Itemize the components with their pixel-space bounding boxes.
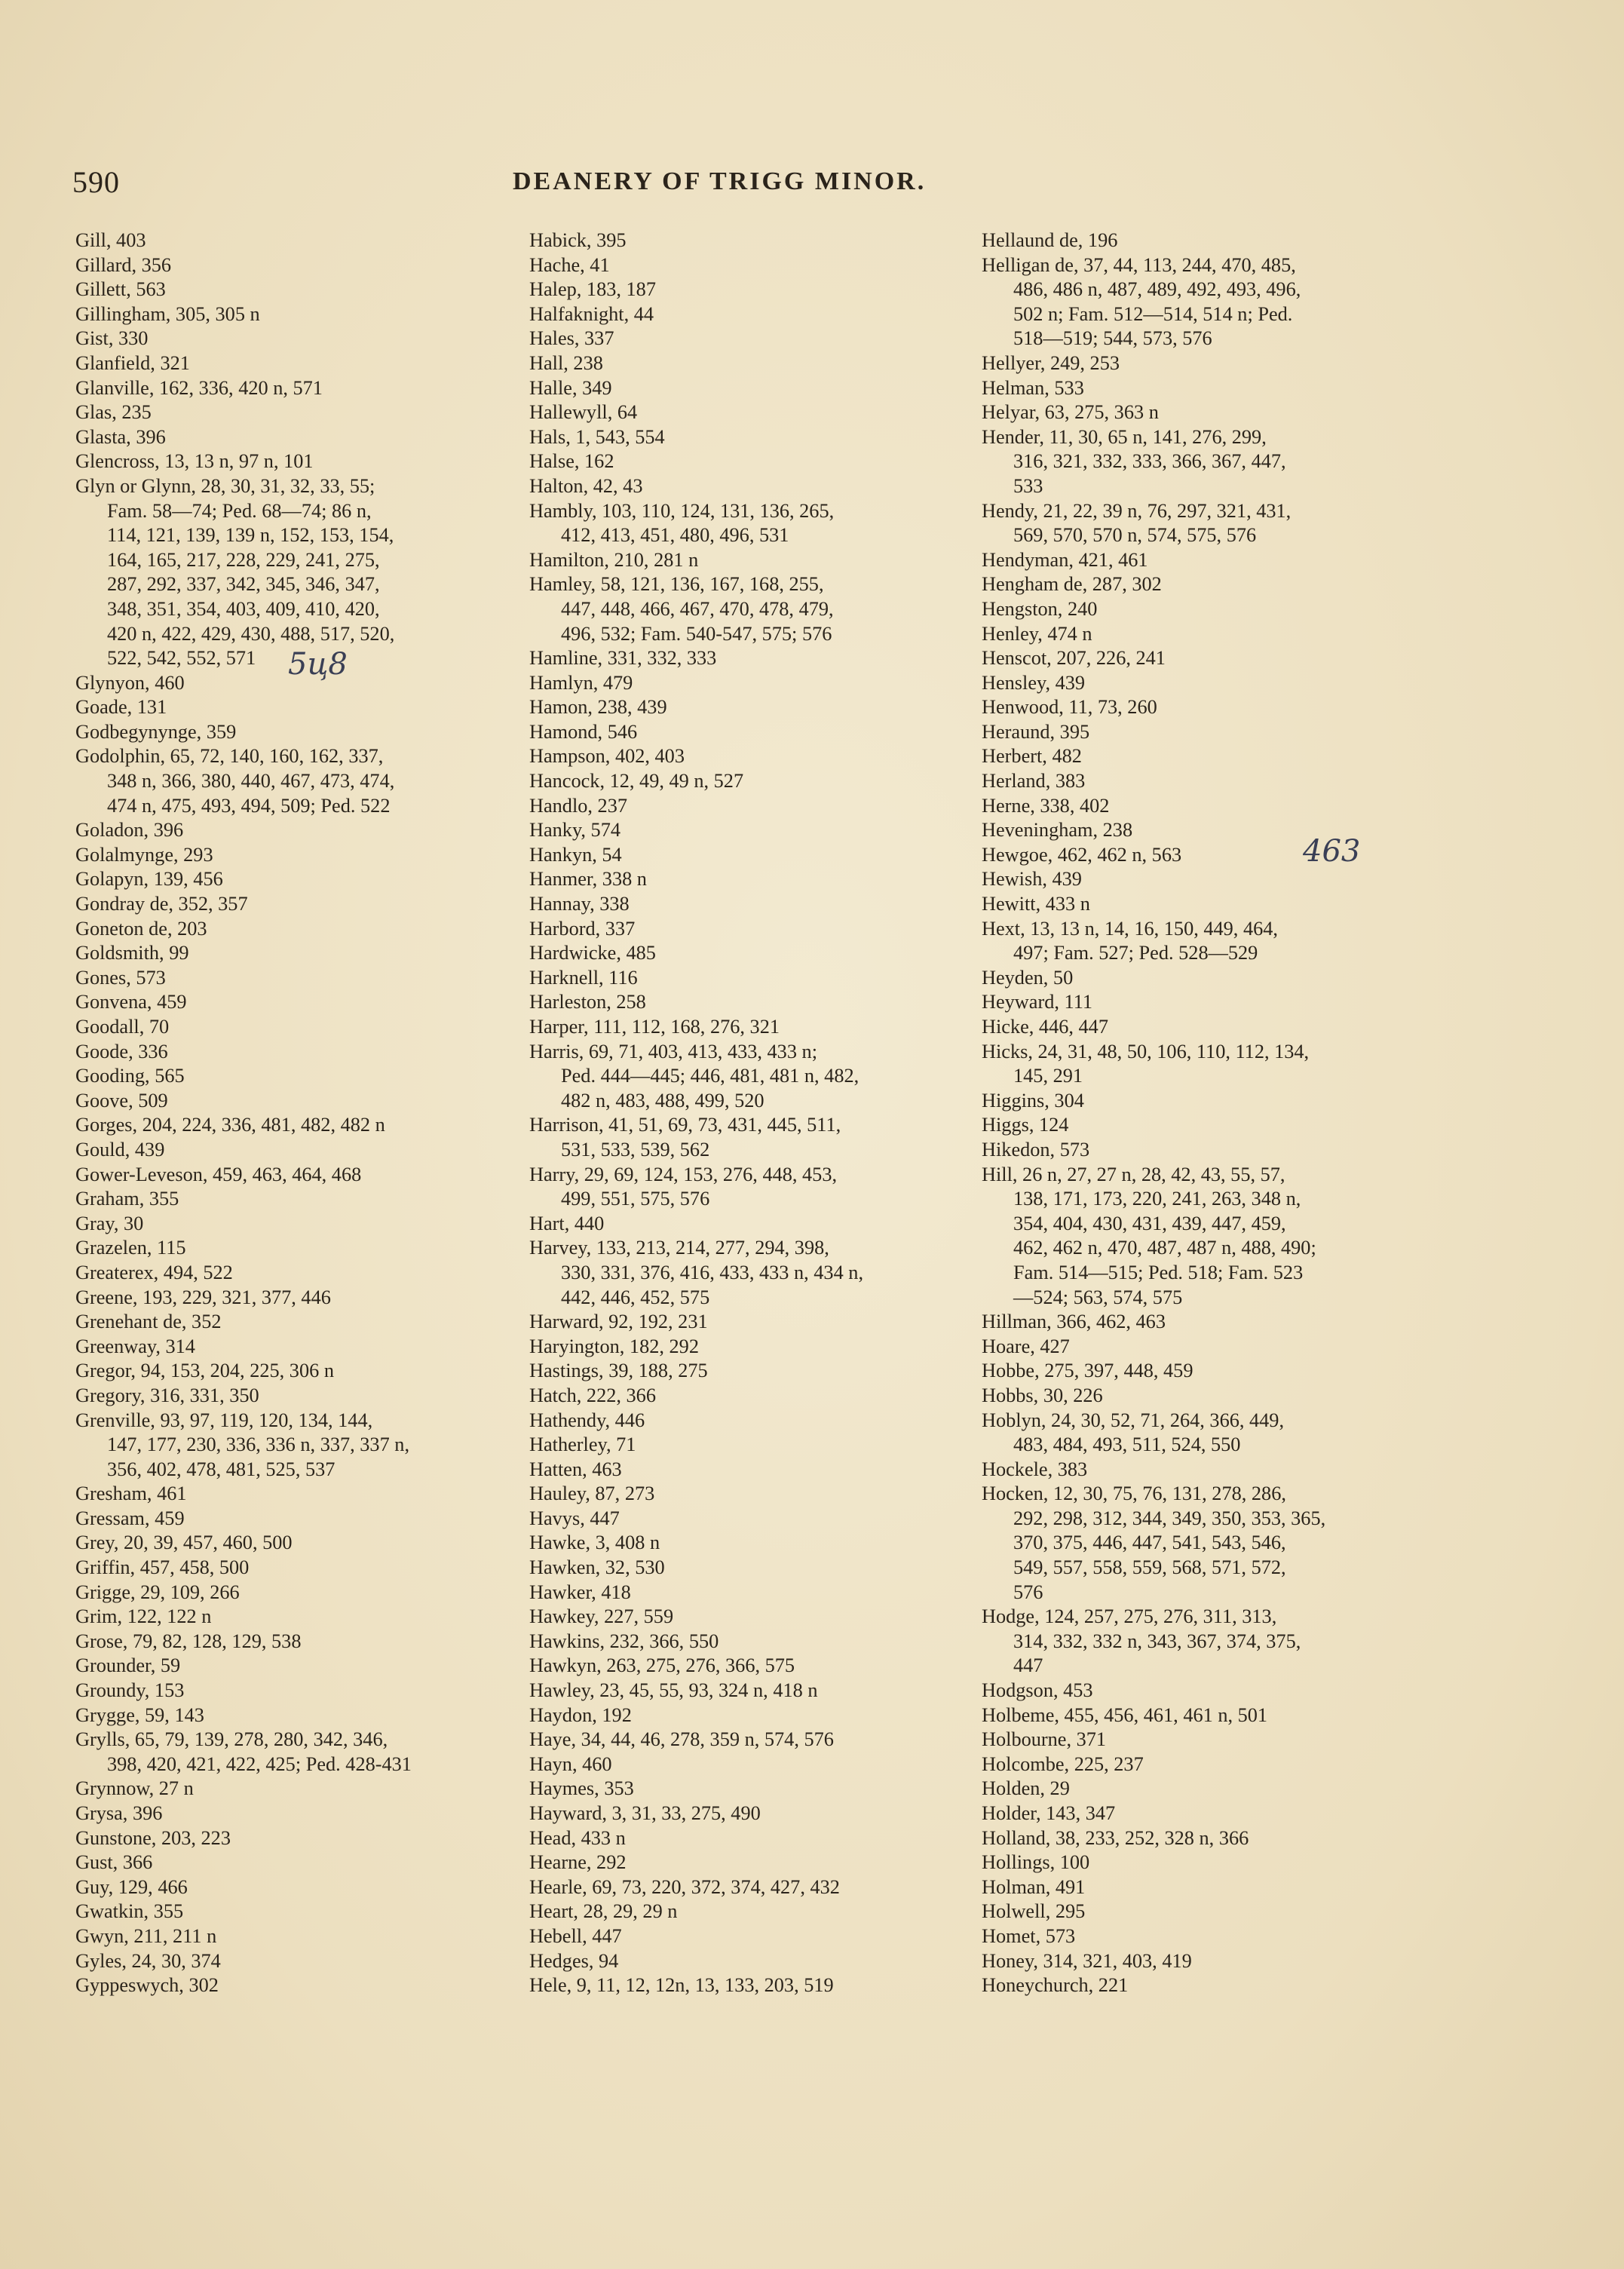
index-entry: Herland, 383 (982, 770, 1086, 793)
index-entry: Gorges, 204, 224, 336, 481, 482, 482 n (75, 1114, 385, 1136)
index-entry-continuation: 287, 292, 337, 342, 345, 346, 347, (107, 573, 380, 596)
index-entry: Hambly, 103, 110, 124, 131, 136, 265, (529, 499, 835, 522)
index-entry: Hanmer, 338 n (529, 868, 647, 891)
index-entry: Gillingham, 305, 305 n (75, 302, 260, 325)
index-entry: Handlo, 237 (529, 794, 628, 817)
index-entry: Gresham, 461 (75, 1483, 187, 1505)
index-entry: Hext, 13, 13 n, 14, 16, 150, 449, 464, (982, 917, 1278, 940)
index-entry: Godbegynynge, 359 (75, 720, 237, 743)
index-entry-continuation: 348, 351, 354, 403, 409, 410, 420, (107, 597, 380, 620)
index-entry-continuation: 474 n, 475, 493, 494, 509; Ped. 522 (107, 794, 391, 817)
index-entry: Glencross, 13, 13 n, 97 n, 101 (75, 450, 314, 473)
index-entry: Holder, 143, 347 (982, 1802, 1116, 1824)
index-entry: Goade, 131 (75, 696, 167, 719)
index-entry: Hearne, 292 (529, 1851, 627, 1874)
index-entry-continuation: Fam. 58—74; Ped. 68—74; 86 n, (107, 499, 372, 522)
index-entry-continuation: 447, 448, 466, 467, 470, 478, 479, (561, 597, 834, 620)
index-column-3 (982, 228, 1408, 1998)
index-entry: Harvey, 133, 213, 214, 277, 294, 398, (529, 1237, 829, 1259)
index-entry: Hamon, 238, 439 (529, 696, 667, 719)
index-entry: Hocken, 12, 30, 75, 76, 131, 278, 286, (982, 1483, 1286, 1505)
index-entry: Heyward, 111 (982, 991, 1093, 1013)
index-entry: Harbord, 337 (529, 917, 636, 940)
index-entry: Grysa, 396 (75, 1802, 163, 1824)
index-entry-continuation: 314, 332, 332 n, 343, 367, 374, 375, (1013, 1630, 1301, 1652)
index-entry: Higgs, 124 (982, 1114, 1069, 1136)
index-entry: Hals, 1, 543, 554 (529, 425, 665, 448)
index-entry: Heart, 28, 29, 29 n (529, 1900, 678, 1923)
index-entry: Hodgson, 453 (982, 1679, 1093, 1702)
index-entry: Hoblyn, 24, 30, 52, 71, 264, 366, 449, (982, 1409, 1285, 1431)
index-entry: Hele, 9, 11, 12, 12n, 13, 133, 203, 519 (529, 1974, 834, 1997)
index-entry: Havys, 447 (529, 1507, 620, 1529)
page-number: 590 (72, 165, 120, 199)
index-entry: Head, 433 n (529, 1826, 626, 1849)
index-entry-continuation: 522, 542, 552, 571 (107, 647, 256, 670)
index-entry: Haye, 34, 44, 46, 278, 359 n, 574, 576 (529, 1728, 834, 1751)
index-entry: Henley, 474 n (982, 622, 1092, 645)
index-entry: Hedges, 94 (529, 1949, 619, 1972)
index-entry-continuation: Ped. 444—445; 446, 481, 481 n, 482, (561, 1065, 859, 1087)
index-entry: Golalmynge, 293 (75, 843, 213, 866)
index-entry-continuation: 502 n; Fam. 512—514, 514 n; Ped. (1013, 302, 1293, 325)
index-entry: Harry, 29, 69, 124, 153, 276, 448, 453, (529, 1163, 838, 1185)
index-entry: Grenville, 93, 97, 119, 120, 134, 144, (75, 1409, 373, 1431)
index-entry: Glasta, 396 (75, 425, 166, 448)
index-entry: Hoare, 427 (982, 1335, 1070, 1357)
index-entry: Henwood, 11, 73, 260 (982, 696, 1157, 719)
index-entry-continuation: Fam. 514—515; Ped. 518; Fam. 523 (1013, 1261, 1304, 1283)
index-entry: Harleston, 258 (529, 991, 646, 1013)
index-entry-continuation: —524; 563, 574, 575 (1013, 1286, 1183, 1308)
index-entry-continuation: 549, 557, 558, 559, 568, 571, 572, (1013, 1556, 1286, 1579)
index-entry: Helligan de, 37, 44, 113, 244, 470, 485, (982, 253, 1296, 276)
index-entry: Halle, 349 (529, 376, 612, 399)
index-entry: Hendy, 21, 22, 39 n, 76, 297, 321, 431, (982, 499, 1292, 522)
index-entry: Gray, 30 (75, 1212, 144, 1234)
index-entry-continuation: 420 n, 422, 429, 430, 488, 517, 520, (107, 622, 395, 645)
index-entry: Greene, 193, 229, 321, 377, 446 (75, 1286, 331, 1308)
index-entry-continuation: 138, 171, 173, 220, 241, 263, 348 n, (1013, 1188, 1301, 1210)
index-entry: Glyn or Glynn, 28, 30, 31, 32, 33, 55; (75, 474, 375, 497)
index-entry: Greaterex, 494, 522 (75, 1261, 233, 1283)
running-title: DEANERY OF TRIGG MINOR. (513, 167, 927, 195)
index-entry-continuation: 576 (1013, 1581, 1043, 1603)
index-entry: Gooding, 565 (75, 1065, 185, 1087)
index-entry: Hengham de, 287, 302 (982, 573, 1162, 596)
index-entry: Groundy, 153 (75, 1679, 185, 1702)
index-entry: Hathendy, 446 (529, 1409, 645, 1431)
index-entry: Gonvena, 459 (75, 991, 187, 1013)
index-column-2 (529, 228, 951, 1998)
index-entry: Hellaund de, 196 (982, 229, 1118, 251)
index-entry: Higgins, 304 (982, 1089, 1084, 1112)
index-entry-continuation: 356, 402, 478, 481, 525, 537 (107, 1458, 336, 1480)
index-entry: Goodall, 70 (75, 1016, 170, 1038)
index-entry: Hall, 238 (529, 351, 603, 374)
index-entry: Gillard, 356 (75, 253, 172, 276)
index-entry-continuation: 398, 420, 421, 422, 425; Ped. 428-431 (107, 1752, 412, 1775)
index-entry: Hardwicke, 485 (529, 942, 656, 964)
index-entry-continuation: 531, 533, 539, 562 (561, 1138, 710, 1161)
index-entry: Haryington, 182, 292 (529, 1335, 699, 1357)
index-entry: Heveningham, 238 (982, 819, 1133, 842)
index-entry: Holman, 491 (982, 1875, 1086, 1898)
index-entry: Grigge, 29, 109, 266 (75, 1581, 240, 1603)
index-entry: Glanville, 162, 336, 420 n, 571 (75, 376, 323, 399)
index-entry: Hockele, 383 (982, 1458, 1088, 1480)
index-entry: Hales, 337 (529, 327, 614, 350)
index-entry: Harper, 111, 112, 168, 276, 321 (529, 1016, 780, 1038)
index-entry: Holbourne, 371 (982, 1728, 1107, 1751)
index-entry: Haydon, 192 (529, 1703, 632, 1726)
index-entry: Holden, 29 (982, 1777, 1070, 1800)
index-entry: Hawken, 32, 530 (529, 1556, 665, 1579)
index-entry-continuation: 518—519; 544, 573, 576 (1013, 327, 1212, 350)
index-entry: Grose, 79, 82, 128, 129, 538 (75, 1630, 302, 1652)
index-entry: Golapyn, 139, 456 (75, 868, 223, 891)
index-entry: Hamlyn, 479 (529, 671, 633, 694)
index-entry: Griffin, 457, 458, 500 (75, 1556, 250, 1579)
index-entry: Habick, 395 (529, 229, 627, 251)
index-entry: Goove, 509 (75, 1089, 168, 1112)
index-entry: Gwyn, 211, 211 n (75, 1924, 217, 1947)
index-entry: Hauley, 87, 273 (529, 1483, 655, 1505)
index-entry-continuation: 114, 121, 139, 139 n, 152, 153, 154, (107, 524, 394, 547)
index-entry: Goladon, 396 (75, 819, 184, 842)
index-entry: Hawkyn, 263, 275, 276, 366, 575 (529, 1654, 795, 1677)
index-entry: Hallewyll, 64 (529, 401, 638, 424)
index-entry-continuation: 412, 413, 451, 480, 496, 531 (561, 524, 789, 547)
index-entry: Gower-Leveson, 459, 463, 464, 468 (75, 1163, 362, 1185)
index-entry: Hellyer, 249, 253 (982, 351, 1120, 374)
index-entry-continuation: 533 (1013, 474, 1043, 497)
index-entry: Gyles, 24, 30, 374 (75, 1949, 221, 1972)
index-entry-continuation: 496, 532; Fam. 540-547, 575; 576 (561, 622, 832, 645)
index-entry: Gregor, 94, 153, 204, 225, 306 n (75, 1360, 334, 1382)
index-entry: Goode, 336 (75, 1040, 168, 1062)
index-entry: Hensley, 439 (982, 671, 1086, 694)
index-entry: Hancock, 12, 49, 49 n, 527 (529, 770, 744, 793)
index-entry: Hewgoe, 462, 462 n, 563 (982, 843, 1182, 866)
index-entry: Gregory, 316, 331, 350 (75, 1384, 259, 1406)
index-entry: Harknell, 116 (529, 966, 638, 989)
index-entry: Hawkey, 227, 559 (529, 1605, 674, 1628)
index-entry-continuation: 164, 165, 217, 228, 229, 241, 275, (107, 548, 380, 571)
index-entry: Hanky, 574 (529, 819, 620, 842)
index-entry: Gondray de, 352, 357 (75, 893, 248, 915)
handwritten-annotation: 463 (1303, 834, 1361, 869)
index-entry: Hewish, 439 (982, 868, 1082, 891)
index-entry: Glas, 235 (75, 401, 152, 424)
index-entry: Grylls, 65, 79, 139, 278, 280, 342, 346, (75, 1728, 388, 1751)
index-entry: Harrison, 41, 51, 69, 73, 431, 445, 511, (529, 1114, 841, 1136)
index-entry-continuation: 316, 321, 332, 333, 366, 367, 447, (1013, 450, 1286, 473)
index-entry: Hamond, 546 (529, 720, 638, 743)
index-entry: Grazelen, 115 (75, 1237, 186, 1259)
index-entry: Hawkins, 232, 366, 550 (529, 1630, 719, 1652)
index-entry: Halep, 183, 187 (529, 278, 656, 301)
index-entry: Helyar, 63, 275, 363 n (982, 401, 1159, 424)
index-entry: Haymes, 353 (529, 1777, 634, 1800)
index-entry: Guy, 129, 466 (75, 1875, 188, 1898)
index-entry: Hayn, 460 (529, 1752, 612, 1775)
index-entry: Grenehant de, 352 (75, 1311, 222, 1333)
index-entry: Halton, 42, 43 (529, 474, 643, 497)
index-entry-continuation: 482 n, 483, 488, 499, 520 (561, 1089, 765, 1112)
index-entry: Homet, 573 (982, 1924, 1076, 1947)
index-entry: Grynnow, 27 n (75, 1777, 194, 1800)
index-entry: Hearle, 69, 73, 220, 372, 374, 427, 432 (529, 1875, 840, 1898)
index-entry: Hebell, 447 (529, 1924, 622, 1947)
index-entry: Hastings, 39, 188, 275 (529, 1360, 708, 1382)
index-entry: Hannay, 338 (529, 893, 630, 915)
index-entry: Gust, 366 (75, 1851, 153, 1874)
index-entry: Hollings, 100 (982, 1851, 1090, 1874)
index-entry: Hankyn, 54 (529, 843, 622, 866)
index-entry: Hikedon, 573 (982, 1138, 1090, 1161)
index-entry: Gill, 403 (75, 229, 146, 251)
index-entry: Hawley, 23, 45, 55, 93, 324 n, 418 n (529, 1679, 818, 1702)
handwritten-annotation: 5ц8 (288, 647, 348, 682)
index-entry: Hache, 41 (529, 253, 610, 276)
index-entry: Harris, 69, 71, 403, 413, 433, 433 n; (529, 1040, 818, 1062)
index-entry-continuation: 145, 291 (1013, 1065, 1083, 1087)
index-entry: Hendyman, 421, 461 (982, 548, 1148, 571)
index-entry: Glynyon, 460 (75, 671, 185, 694)
index-entry: Gunstone, 203, 223 (75, 1826, 231, 1849)
index-entry-continuation: 442, 446, 452, 575 (561, 1286, 710, 1308)
index-entry: Holbeme, 455, 456, 461, 461 n, 501 (982, 1703, 1268, 1726)
index-entry: Gyppeswych, 302 (75, 1974, 219, 1997)
index-entry: Halse, 162 (529, 450, 614, 473)
index-entry: Gwatkin, 355 (75, 1900, 184, 1923)
index-entry: Hicks, 24, 31, 48, 50, 106, 110, 112, 134, (982, 1040, 1310, 1062)
index-entry: Hampson, 402, 403 (529, 745, 685, 768)
index-entry-continuation: 569, 570, 570 n, 574, 575, 576 (1013, 524, 1257, 547)
index-entry-continuation: 499, 551, 575, 576 (561, 1188, 710, 1210)
index-entry: Hawke, 3, 408 n (529, 1532, 660, 1554)
index-entry: Hamilton, 210, 281 n (529, 548, 699, 571)
index-entry: Halfaknight, 44 (529, 302, 654, 325)
index-entry: Heyden, 50 (982, 966, 1074, 989)
index-entry: Grygge, 59, 143 (75, 1703, 204, 1726)
index-entry: Grey, 20, 39, 457, 460, 500 (75, 1532, 293, 1554)
index-entry: Gould, 439 (75, 1138, 165, 1161)
index-entry: Holland, 38, 233, 252, 328 n, 366 (982, 1826, 1249, 1849)
index-entry: Graham, 355 (75, 1188, 179, 1210)
index-entry: Gones, 573 (75, 966, 166, 989)
index-entry: Henscot, 207, 226, 241 (982, 647, 1166, 670)
index-entry-continuation: 292, 298, 312, 344, 349, 350, 353, 365, (1013, 1507, 1326, 1529)
index-entry-continuation: 354, 404, 430, 431, 439, 447, 459, (1013, 1212, 1286, 1234)
index-entry-continuation: 486, 486 n, 487, 489, 492, 493, 496, (1013, 278, 1301, 301)
index-entry: Hicke, 446, 447 (982, 1016, 1108, 1038)
index-entry: Hillman, 366, 462, 463 (982, 1311, 1166, 1333)
index-column-1 (75, 228, 513, 1998)
index-entry: Hatten, 463 (529, 1458, 622, 1480)
index-entry: Harward, 92, 192, 231 (529, 1311, 708, 1333)
index-entry: Gillett, 563 (75, 278, 166, 301)
index-entry-continuation: 330, 331, 376, 416, 433, 433 n, 434 n, (561, 1261, 864, 1283)
index-entry: Hill, 26 n, 27, 27 n, 28, 42, 43, 55, 57, (982, 1163, 1285, 1185)
index-entry: Hamley, 58, 121, 136, 167, 168, 255, (529, 573, 824, 596)
index-entry: Goldsmith, 99 (75, 942, 189, 964)
index-entry-continuation: 483, 484, 493, 511, 524, 550 (1013, 1433, 1241, 1456)
index-entry: Hobbe, 275, 397, 448, 459 (982, 1360, 1193, 1382)
index-entry: Herne, 338, 402 (982, 794, 1110, 817)
index-entry: Hart, 440 (529, 1212, 605, 1234)
index-entry-continuation: 348 n, 366, 380, 440, 467, 473, 474, (107, 770, 395, 793)
index-entry: Hawker, 418 (529, 1581, 631, 1603)
index-entry: Honeychurch, 221 (982, 1974, 1129, 1997)
index-entry: Hamline, 331, 332, 333 (529, 647, 717, 670)
index-entry: Grim, 122, 122 n (75, 1605, 212, 1628)
index-entry: Hengston, 240 (982, 597, 1098, 620)
index-entry: Goneton de, 203 (75, 917, 207, 940)
index-entry-continuation: 370, 375, 446, 447, 541, 543, 546, (1013, 1532, 1286, 1554)
index-entry: Hender, 11, 30, 65 n, 141, 276, 299, (982, 425, 1267, 448)
index-entry: Hewitt, 433 n (982, 893, 1090, 915)
index-entry: Hatch, 222, 366 (529, 1384, 656, 1406)
index-entry: Glanfield, 321 (75, 351, 190, 374)
index-entry: Hatherley, 71 (529, 1433, 636, 1456)
index-entry: Grounder, 59 (75, 1654, 181, 1677)
index-entry: Greenway, 314 (75, 1335, 195, 1357)
index-entry-continuation: 447 (1013, 1654, 1043, 1677)
index-entry: Hayward, 3, 31, 33, 275, 490 (529, 1802, 761, 1824)
index-entry: Holwell, 295 (982, 1900, 1086, 1923)
index-entry: Honey, 314, 321, 403, 419 (982, 1949, 1192, 1972)
index-entry: Helman, 533 (982, 376, 1084, 399)
index-entry: Gist, 330 (75, 327, 149, 350)
index-entry: Herbert, 482 (982, 745, 1082, 768)
index-entry: Holcombe, 225, 237 (982, 1752, 1144, 1775)
index-entry: Hobbs, 30, 226 (982, 1384, 1103, 1406)
index-entry: Heraund, 395 (982, 720, 1090, 743)
index-entry-continuation: 497; Fam. 527; Ped. 528—529 (1013, 942, 1258, 964)
index-entry: Gressam, 459 (75, 1507, 185, 1529)
index-entry: Hodge, 124, 257, 275, 276, 311, 313, (982, 1605, 1277, 1628)
index-entry-continuation: 147, 177, 230, 336, 336 n, 337, 337 n, (107, 1433, 410, 1456)
index-entry: Godolphin, 65, 72, 140, 160, 162, 337, (75, 745, 384, 768)
index-entry-continuation: 462, 462 n, 470, 487, 487 n, 488, 490; (1013, 1237, 1316, 1259)
